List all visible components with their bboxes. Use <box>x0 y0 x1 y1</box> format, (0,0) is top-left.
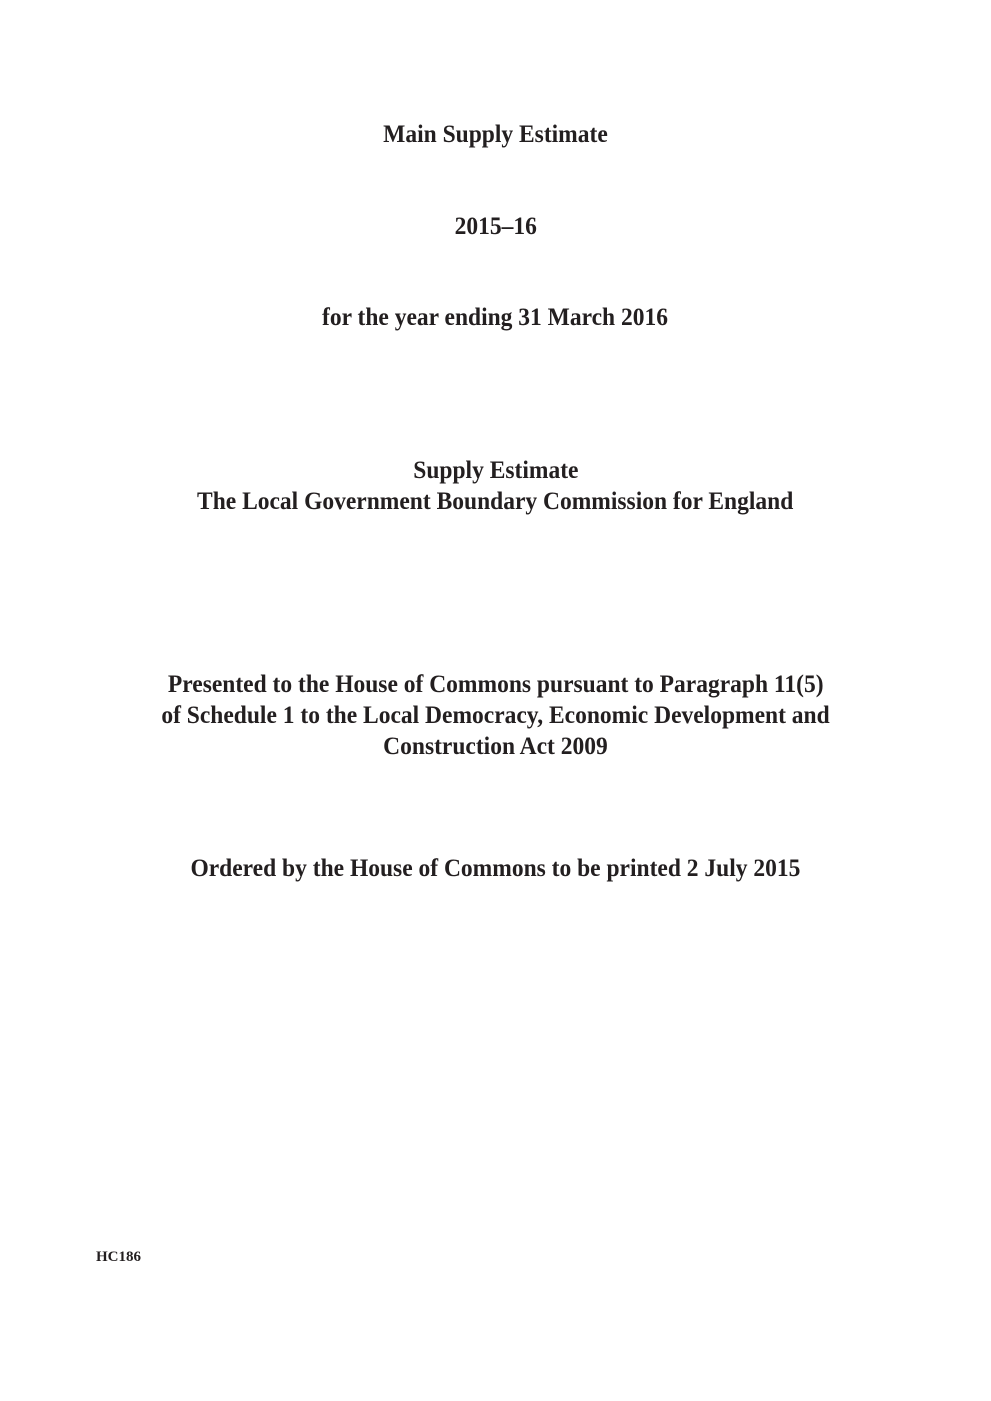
presented-line-3-text: Construction Act 2009 <box>383 733 608 760</box>
presented-line-1 <box>0 669 991 700</box>
subtitle-line-1 <box>0 455 991 486</box>
ordered-statement <box>0 853 991 884</box>
presented-line-1-text: Presented to the House of Commons pursuant to Paragraph 11(5) <box>167 671 824 698</box>
period-statement-text: for the year ending 31 March 2016 <box>322 304 669 331</box>
financial-year <box>0 211 991 242</box>
subtitle-line-1-text: Supply Estimate <box>412 457 579 484</box>
period-statement <box>0 302 991 333</box>
financial-year-text: 2015–16 <box>454 213 537 240</box>
subtitle-line-2 <box>0 486 991 517</box>
ordered-statement-text: Ordered by the House of Commons to be printed 2 July 2015 <box>190 855 801 882</box>
presented-line-2-text: of Schedule 1 to the Local Democracy, Economic Development and <box>161 702 830 729</box>
document-title-text: Main Supply Estimate <box>383 121 608 148</box>
paper-number: HC186 <box>96 1249 141 1265</box>
document-title <box>0 119 991 150</box>
presented-line-2 <box>0 700 991 731</box>
presented-line-3 <box>0 731 991 762</box>
subtitle-line-2-text: The Local Government Boundary Commission for England <box>197 488 794 515</box>
